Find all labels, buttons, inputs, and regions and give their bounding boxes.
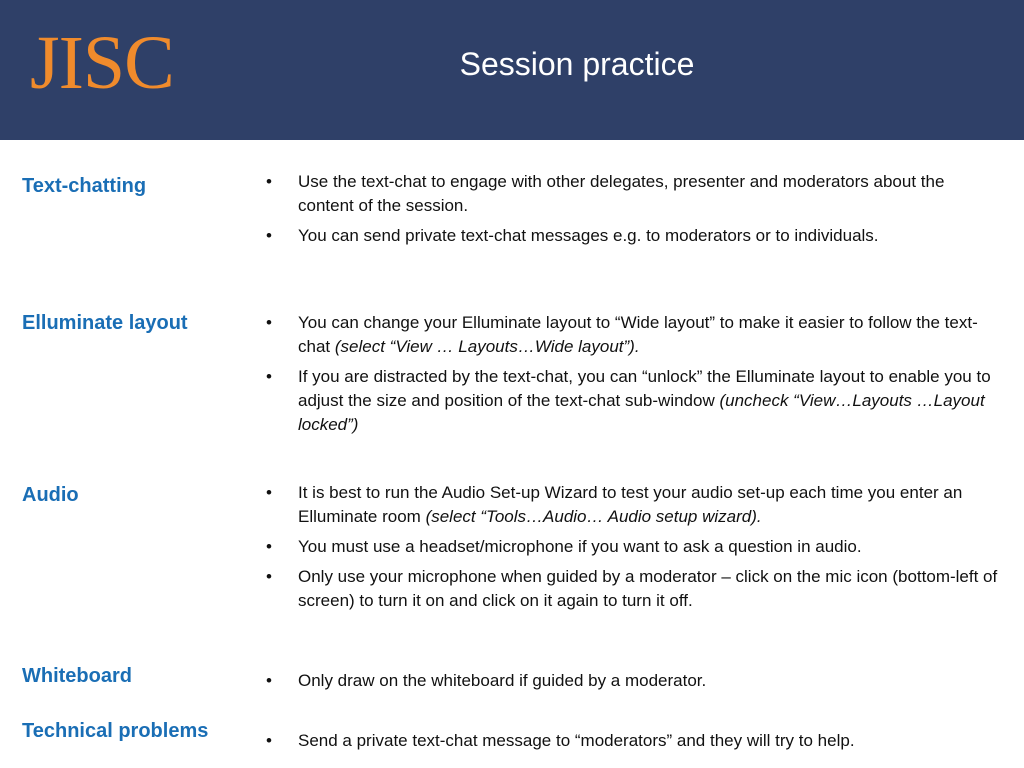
bullet-icon: • bbox=[266, 483, 272, 502]
bullet-icon: • bbox=[266, 537, 272, 556]
list-item bbox=[264, 365, 1004, 437]
list-item bbox=[264, 224, 1004, 248]
bullet-text: It is best to run the Audio Set-up Wizard to test your audio set-up each time you enter an Elluminate room bbox=[298, 483, 963, 526]
bullet-list-elluminate-layout bbox=[264, 311, 1004, 443]
bullet-text: You must use a headset/microphone if you want to ask a question in audio. bbox=[298, 537, 862, 556]
bullet-text: Only use your microphone when guided by a moderator – click on the mic icon (bottom-left of screen) to turn it on and click on it again to turn it off. bbox=[298, 567, 998, 610]
bullet-text: Use the text-chat to engage with other delegates, presenter and moderators about the content of the session. bbox=[298, 172, 945, 215]
bullet-icon: • bbox=[266, 567, 272, 586]
bullet-icon: • bbox=[266, 313, 272, 332]
section-label-technical-problems: Technical problems bbox=[22, 720, 209, 742]
bullet-italic: (select “View … Layouts…Wide layout”). bbox=[334, 337, 640, 356]
section-label-audio: Audio bbox=[22, 484, 79, 506]
bullet-icon: • bbox=[266, 671, 272, 690]
bullet-list-audio bbox=[264, 481, 1004, 619]
page-title: Session practice bbox=[459, 46, 695, 82]
section-label-elluminate-layout: Elluminate layout bbox=[22, 312, 188, 334]
bullet-italic: (select “Tools…Audio… Audio setup wizard). bbox=[425, 507, 762, 526]
bullet-list-text-chatting bbox=[264, 170, 1004, 254]
section-label-text-chatting: Text-chatting bbox=[22, 175, 147, 197]
bullet-text: If you are distracted by the text-chat, you can “unlock” the Elluminate layout to enable you to adjust the size and position of the text-chat sub-window bbox=[298, 367, 991, 410]
bullet-italic: (uncheck “View…Layouts …Layout locked”) bbox=[298, 391, 985, 434]
jisc-logo: JISC bbox=[30, 21, 174, 105]
list-item bbox=[264, 729, 1004, 753]
list-item bbox=[264, 565, 1004, 613]
list-item bbox=[264, 669, 1004, 693]
list-item bbox=[264, 311, 1004, 359]
bullet-icon: • bbox=[266, 172, 272, 191]
header-banner bbox=[0, 0, 1024, 140]
list-item bbox=[264, 535, 1004, 559]
bullet-text: Send a private text-chat message to “moderators” and they will try to help. bbox=[298, 731, 855, 750]
list-item bbox=[264, 170, 1004, 218]
bullet-text: You can send private text-chat messages e.g. to moderators or to individuals. bbox=[298, 226, 879, 245]
bullet-icon: • bbox=[266, 367, 272, 386]
bullet-icon: • bbox=[266, 226, 272, 245]
bullet-list-whiteboard bbox=[264, 669, 1004, 699]
bullet-list-technical-problems bbox=[264, 729, 1004, 759]
section-label-whiteboard: Whiteboard bbox=[22, 665, 132, 687]
bullet-text: You can change your Elluminate layout to “Wide layout” to make it easier to follow the text-chat bbox=[298, 313, 978, 356]
bullet-icon: • bbox=[266, 731, 272, 750]
list-item bbox=[264, 481, 1004, 529]
bullet-text: Only draw on the whiteboard if guided by a moderator. bbox=[298, 671, 707, 690]
